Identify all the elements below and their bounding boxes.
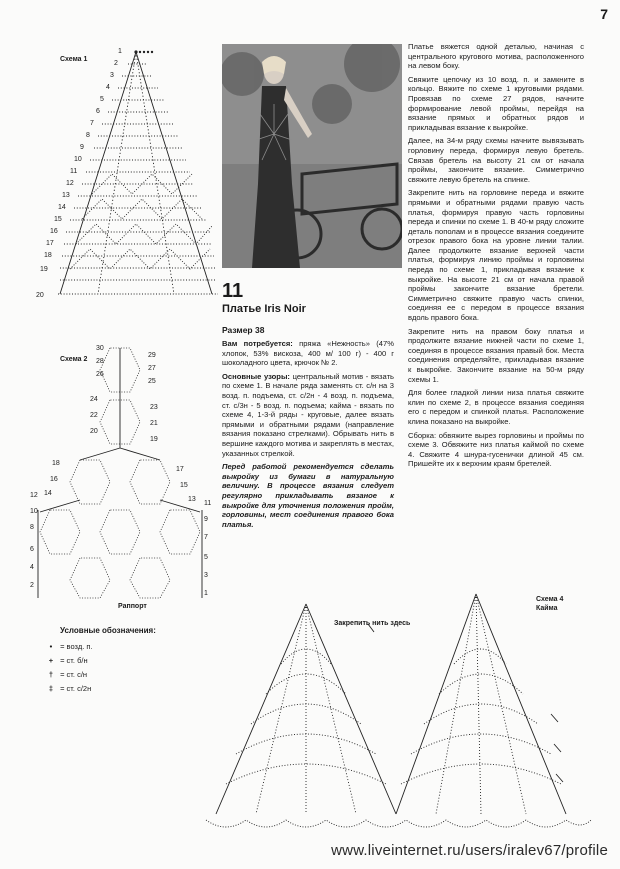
instruction-paragraph: Сборка: обвяжите вырез горловины и проймы по схеме 3. Обвяжите низ платья каймой по схеме 4. Свяжите 4 шнура-гусенички длиной 45 см. Пришейте их к верхним краям бретелей. <box>408 430 584 469</box>
article-title: Платье Iris Noir <box>222 303 306 315</box>
scheme2-diagram <box>30 340 210 610</box>
scheme2-row-number: 7 <box>204 534 208 541</box>
scheme2-row-number: 13 <box>188 496 196 503</box>
scheme1-row-number: 16 <box>50 228 58 235</box>
instruction-paragraph: Платье вяжется одной деталью, начиная с центрального кругового мотива, расположенного на левом боку. <box>408 42 584 71</box>
scheme2-row-number: 11 <box>204 500 212 507</box>
scheme2-row-number: 28 <box>96 358 104 365</box>
scheme1-row-number: 8 <box>86 132 90 139</box>
scheme1-row-number: 20 <box>36 292 44 299</box>
materials-lead: Вам потребуется: <box>222 339 293 348</box>
scheme4-label: Схема 4 <box>536 596 564 603</box>
scheme2-row-number: 17 <box>176 466 184 473</box>
scheme2-row-number: 26 <box>96 371 104 378</box>
scheme1-row-number: 6 <box>96 108 100 115</box>
scheme2-row-number: 22 <box>90 412 98 419</box>
scheme1-row-number: 7 <box>90 120 94 127</box>
scheme2-row-number: 3 <box>204 572 208 579</box>
scheme1-row-number: 3 <box>110 72 114 79</box>
legend-label: = возд. п. <box>60 642 93 651</box>
legend-label: = ст. с/н <box>60 670 88 679</box>
patterns-lead: Основные узоры: <box>222 371 290 381</box>
photo-illustration <box>222 44 402 268</box>
materials-text: пряжа «Нежность» (47% хлопок, 53% вискоза, 400 м/ 100 г) - 400 г шоколадного цвета, крючок № 2. <box>222 339 394 368</box>
scheme2-repeat-label: Раппорт <box>118 603 147 610</box>
scheme1-row-number: 12 <box>66 180 74 187</box>
scheme1-row-number: 5 <box>100 96 104 103</box>
scheme2-row-number: 14 <box>44 490 52 497</box>
scheme2-row-number: 1 <box>204 590 208 597</box>
scheme2-row-number: 27 <box>148 365 156 372</box>
scheme2-row-number: 18 <box>52 460 60 467</box>
legend-label: = ст. б/н <box>60 656 88 665</box>
article-right-column <box>408 42 584 473</box>
scheme1-row-number: 15 <box>54 216 62 223</box>
scheme2-row-number: 2 <box>30 582 34 589</box>
scheme1-diagram <box>32 44 222 314</box>
article-number: 11 <box>222 280 244 302</box>
scheme1-row-number: 11 <box>70 168 78 175</box>
scheme1-crochet-chart <box>32 44 222 314</box>
scheme4-sublabel: Кайма <box>536 605 558 612</box>
patterns-text: центральный мотив - вязать по схеме 1. В начале ряда заменять ст. с/н на 3 возд. п. подъема, ст. с/2н - 4 возд. п. подъема, ст. с/3н - 5 возд. п. подъема; кайма - вязать по схеме 4, 1-3-й ряды - круговые, далее вязать прямыми и обратными рядами (направление вязания показано стрелками). Обрывать нить в вершине каждого мотива и закреплять в местах, указанных стрелкой. <box>222 371 394 458</box>
legend-title: Условные обозначения: <box>60 626 156 635</box>
fasten-label: Закрепить нить здесь <box>334 620 411 627</box>
legend-item <box>44 684 91 693</box>
scheme1-label: Схема 1 <box>60 56 88 63</box>
scheme1-row-number: 9 <box>80 144 84 151</box>
scheme4-diagram <box>196 584 596 834</box>
scheme2-row-number: 16 <box>50 476 58 483</box>
scheme1-row-number: 13 <box>62 192 70 199</box>
watermark-url[interactable]: www.liveinternet.ru/users/iralev67/profile <box>331 842 608 859</box>
scheme2-row-number: 6 <box>30 546 34 553</box>
scheme2-row-number: 15 <box>180 482 188 489</box>
scheme2-label: Схема 2 <box>60 356 88 363</box>
scheme1-row-number: 4 <box>106 84 110 91</box>
legend-item <box>44 642 93 651</box>
scheme1-row-number: 19 <box>40 266 48 273</box>
scheme4-crochet-chart <box>196 584 596 834</box>
scheme2-row-number: 29 <box>148 352 156 359</box>
scheme2-row-number: 8 <box>30 524 34 531</box>
model-photo <box>222 44 402 268</box>
scheme2-row-number: 23 <box>150 404 158 411</box>
scheme2-row-number: 24 <box>90 396 98 403</box>
scheme1-row-number: 14 <box>58 204 66 211</box>
instruction-paragraph: Свяжите цепочку из 10 возд. п. и замкните в кольцо. Вяжите по схеме 1 круговыми рядами. Провязав по схеме 27 рядов, начните формирование левой проймы, перейдя на вязание прямых и обратных рядов и прикладывая вязание к выкройке. <box>408 74 584 132</box>
legend-symbol: + <box>48 656 54 665</box>
scheme2-row-number: 4 <box>30 564 34 571</box>
scheme2-row-number: 21 <box>150 420 158 427</box>
scheme2-row-number: 25 <box>148 378 156 385</box>
page-number: 7 <box>600 6 608 22</box>
scheme2-row-number: 30 <box>96 345 104 352</box>
scheme1-row-number: 10 <box>74 156 82 163</box>
instruction-paragraph: Закрепите нить на горловине переда и вяжите прямыми и обратными рядами правую часть платья, формируя правую часть горловины переда и спинки по схеме 1. В 40-м ряду сложите деталь пополам и в процессе вязания соедините отрезок правого бока на уровне линии талии. Далее продолжите вязание верхней части платья, формируя линию проймы и горловины переда по схеме 1, прикладывая вязание к выкройке. На высоте 21 см от начала правой проймы закончите вязание бретели. Симметрично свяжите правую часть спинки, соединяя ее с передом в процессе вязания вдоль правого бока. <box>408 188 584 323</box>
materials-paragraph <box>222 339 394 368</box>
instruction-paragraph: Закрепите нить на правом боку платья и продолжите вязание нижней части по схеме 1, соединяя в процессе вязания правый бок. Места соединения определяйте, прикладывая вязание к выкройке. Закончите вязание на 50-м ряду схемы 1. <box>408 326 584 384</box>
patterns-paragraph <box>222 372 394 458</box>
legend-symbol: • <box>49 642 53 651</box>
scheme1-row-number: 18 <box>44 252 52 259</box>
legend-symbol: † <box>48 670 54 679</box>
instruction-paragraph: Для более гладкой линии низа платья свяжите клин по схеме 2, в процессе вязания соединяя его с передом и спинкой платья. Расположение клина показано на выкройке. <box>408 388 584 426</box>
legend-symbol: ‡ <box>48 684 54 693</box>
scheme2-row-number: 10 <box>30 508 38 515</box>
legend-item <box>44 670 87 679</box>
warning-paragraph: Перед работой рекомендуется сделать выкройку из бумаги в натуральную величину. В процессе вязания следует регулярно прикладывать вязаное к выкройке для уточнения положения пройм, горловины, мест соединения правого бока платья. <box>222 462 394 529</box>
instruction-paragraph: Далее, на 34-м ряду схемы начните вывязывать горловину переда, формируя левую бретель. Связав бретель на высоту 21 см от начала проймы, закончите вязание. Симметрично свяжите левую бретель на спинке. <box>408 136 584 184</box>
scheme1-row-number: 2 <box>114 60 118 67</box>
legend-label: = ст. с/2н <box>60 684 92 693</box>
article-size: Размер 38 <box>222 325 265 335</box>
scheme2-row-number: 19 <box>150 436 158 443</box>
scheme2-row-number: 5 <box>204 554 208 561</box>
legend-item <box>44 656 88 665</box>
article-left-column <box>222 339 394 533</box>
scheme1-row-number: 1 <box>118 48 122 55</box>
scheme2-row-number: 20 <box>90 428 98 435</box>
scheme2-row-number: 12 <box>30 492 38 499</box>
scheme2-row-number: 9 <box>204 516 208 523</box>
scheme1-row-number: 17 <box>46 240 54 247</box>
